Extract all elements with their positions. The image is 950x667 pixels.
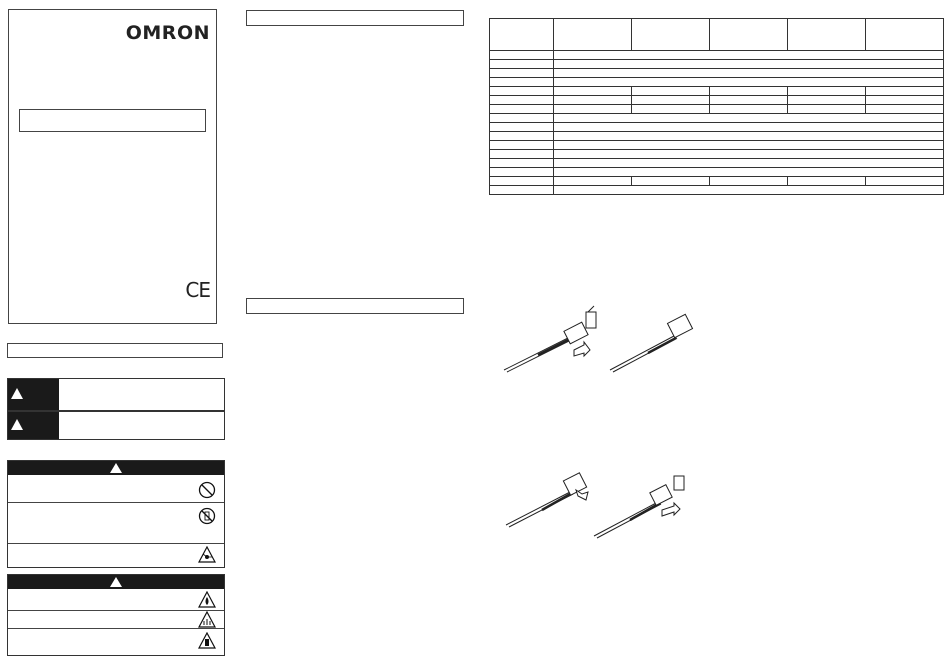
- caution-triangle-icon: [11, 419, 23, 430]
- ce-mark: CE: [185, 278, 210, 302]
- section-heading-box: [246, 10, 464, 26]
- fire-warning-icon: [198, 591, 216, 609]
- table-row: [490, 60, 944, 69]
- table-row: [490, 177, 944, 186]
- omron-logo: OMRON: [125, 22, 210, 44]
- specifications-table: [489, 18, 944, 195]
- warning-signal-row: [7, 378, 225, 411]
- table-row: [490, 141, 944, 150]
- table-row: [490, 123, 944, 132]
- no-disassembly-icon: [198, 507, 216, 525]
- pull-arrow-icon: [662, 503, 680, 516]
- connector-detach-figure: [502, 470, 692, 542]
- product-title-box: [19, 109, 206, 132]
- caution-triangle-icon: [110, 577, 122, 587]
- caution-signal-row: [7, 411, 225, 440]
- caution-box: [7, 574, 225, 656]
- table-row: [490, 51, 944, 60]
- table-row: [490, 69, 944, 78]
- table-row: [490, 168, 944, 177]
- fiber-cable-right: [610, 314, 693, 372]
- prohibition-icon: [198, 481, 216, 499]
- table-row: [490, 186, 944, 195]
- general-caution-icon: [198, 632, 216, 650]
- table-row: [490, 150, 944, 159]
- table-row: [490, 78, 944, 87]
- fiber-cable-left: [504, 306, 596, 372]
- burn-warning-icon: [198, 611, 216, 629]
- section-heading-box-2: [246, 298, 464, 314]
- warning-triangle-icon: [11, 388, 23, 399]
- table-row: [490, 96, 944, 105]
- warning-signal-label: [8, 379, 59, 410]
- table-row: [490, 132, 944, 141]
- fiber-cable-left: [506, 473, 587, 527]
- table-row: [490, 19, 944, 51]
- warning-box-header: [8, 461, 224, 475]
- table-row: [490, 114, 944, 123]
- connector-attach-figure: [498, 298, 708, 378]
- laser-warning-icon: [198, 546, 216, 564]
- table-row: [490, 105, 944, 114]
- table-row: [490, 87, 944, 96]
- cover-panel: [8, 9, 217, 324]
- table-row: [490, 159, 944, 168]
- caution-box-header: [8, 575, 224, 589]
- insert-arrow-icon: [574, 342, 590, 356]
- press-arrow-icon: [576, 490, 588, 500]
- safety-heading-box: [7, 343, 223, 358]
- warning-box: [7, 460, 225, 568]
- warning-triangle-icon: [110, 463, 122, 473]
- caution-signal-label: [8, 412, 59, 439]
